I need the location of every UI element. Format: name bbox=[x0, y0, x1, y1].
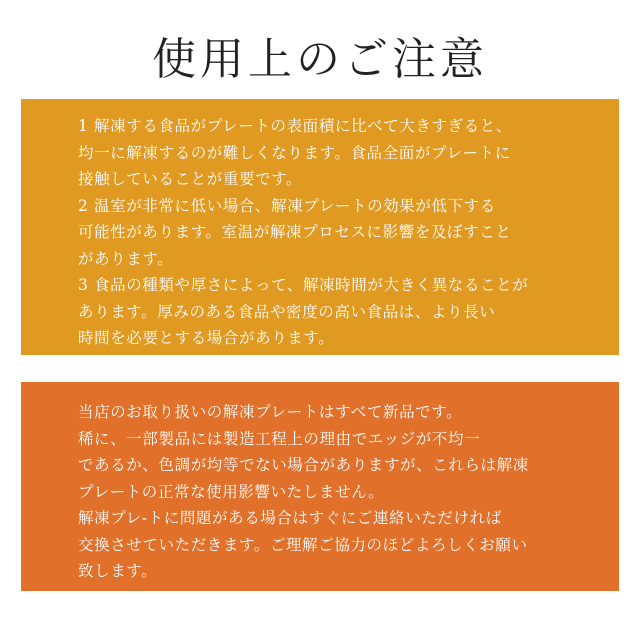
product-notice-panel bbox=[21, 382, 619, 591]
notice-line: 致します。 bbox=[78, 562, 158, 580]
usage-caution-panel bbox=[21, 99, 619, 355]
caution-line: 1 解凍する食品がプレートの表面積に比べて大きすぎると、 bbox=[78, 117, 512, 135]
notice-line: 解凍プレ-トに問題がある場合はすぐにご連絡いただければ bbox=[78, 509, 502, 527]
page-title: 使用上のご注意 bbox=[152, 34, 488, 85]
caution-line: あります。厚みのある食品や密度の高い食品は、より長い bbox=[78, 302, 496, 321]
caution-line: 可能性があります。室温が解凍プロセスに影響を及ぼすこと bbox=[78, 223, 512, 241]
notice-line: 当店のお取り扱いの解凍プレートはすべて新品です。 bbox=[78, 403, 463, 421]
notice-line: であるか、色調が均等でない場合がありますが、これらは解凍 bbox=[78, 456, 529, 474]
caution-line: があります。 bbox=[78, 249, 174, 268]
notice-line: プレートの正常な使用影響いたしません。 bbox=[78, 482, 385, 501]
caution-line: 3 食品の種類や厚さによって、解凍時間が大きく異なることが bbox=[78, 276, 529, 294]
caution-line: 均一に解凍するのが難しくなります。食品全面がプレートに bbox=[78, 143, 511, 162]
notice-line: 稀に、一部製品には製造工程上の理由でエッジが不均一 bbox=[78, 429, 481, 448]
caution-line: 時間を必要とする場合があります。 bbox=[78, 329, 335, 347]
caution-line: 接触していることが重要です。 bbox=[78, 170, 303, 188]
caution-line: 2 温室が非常に低い場合、解凍プレートの効果が低下する bbox=[78, 196, 496, 215]
notice-line: 交換させていただきます。ご理解ご協力のほどよろしくお願い bbox=[78, 535, 528, 554]
